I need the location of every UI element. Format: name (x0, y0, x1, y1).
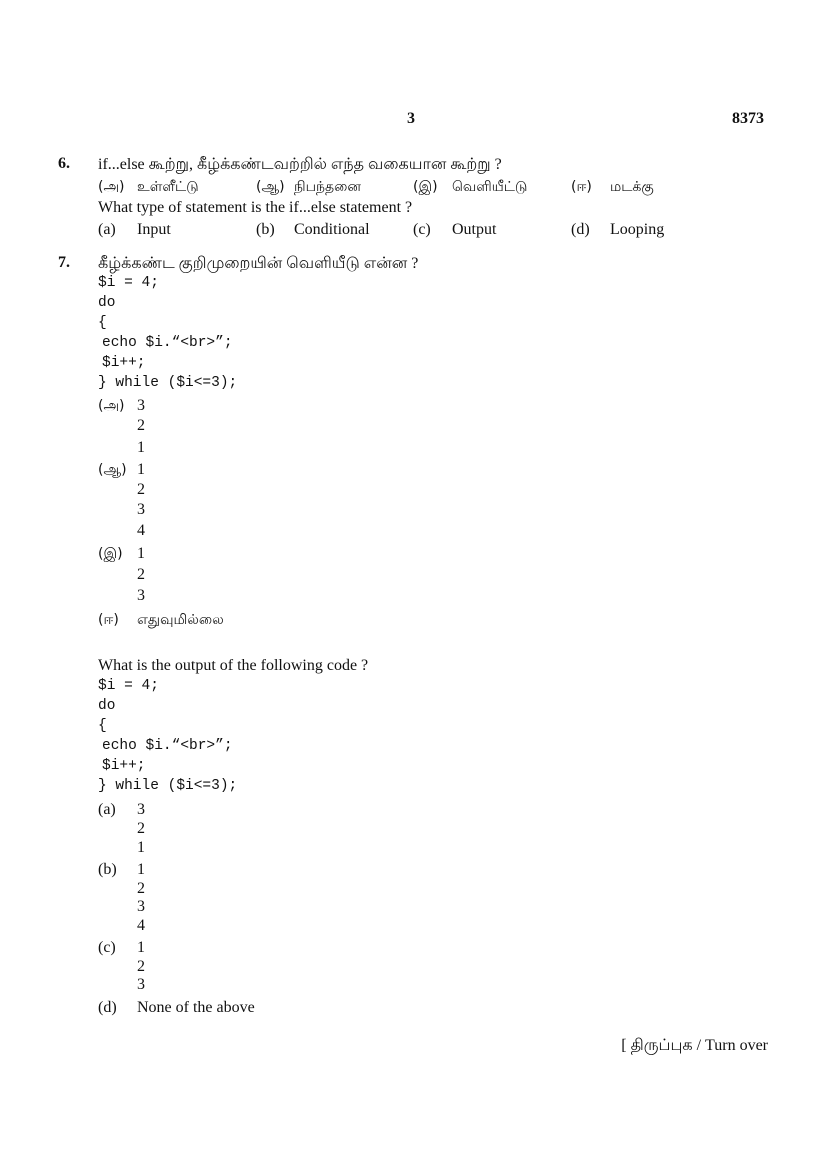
option-line: 3 (137, 501, 145, 518)
option-text: மடக்கு (610, 179, 654, 195)
option-line: 3 (137, 587, 145, 604)
option-label: (ஈ) (571, 179, 592, 195)
page-number: 3 (407, 110, 415, 127)
question-number: 7. (58, 254, 70, 271)
option-text: Conditional (294, 221, 370, 238)
option-label: (அ) (98, 398, 125, 414)
option-line: 3 (137, 397, 145, 414)
code-line: { (98, 718, 107, 734)
code-line: $i++; (102, 758, 146, 774)
turn-over-tamil: [ திருப்புக (621, 1037, 693, 1054)
code-line: echo $i.“<br>”; (102, 335, 233, 351)
option-text: நிபந்தனை (294, 179, 361, 195)
code-line: $i = 4; (98, 678, 159, 694)
option-label: (b) (98, 861, 117, 878)
question-text-english: What is the output of the following code ? (98, 657, 369, 674)
turn-over-separator: / (696, 1037, 702, 1054)
question-text-tamil: கீழ்க்கண்ட குறிமுறையின் வெளியீடு என்ன ? (98, 255, 419, 272)
question-text-english: What type of statement is the if...else statement ? (98, 199, 413, 216)
question-text-tamil: if...else கூற்று, கீழ்க்கண்டவற்றில் எந்த வகையான கூற்று ? (98, 156, 502, 173)
option-label: (ஆ) (256, 179, 285, 195)
option-label: (இ) (98, 546, 123, 562)
option-line: 4 (137, 917, 145, 934)
option-text: Input (137, 221, 171, 238)
option-label: (d) (571, 221, 590, 238)
option-line: 2 (137, 566, 145, 583)
code-line: { (98, 315, 107, 331)
option-line: 1 (137, 545, 145, 562)
option-line: 4 (137, 522, 145, 539)
code-line: do (98, 698, 116, 714)
option-text: உள்ளீட்டு (137, 179, 199, 195)
option-line: 2 (137, 880, 145, 897)
option-line: 1 (137, 461, 145, 478)
turn-over-english: Turn over (705, 1037, 768, 1054)
option-line: 2 (137, 417, 145, 434)
option-line: 1 (137, 439, 145, 456)
option-label: (a) (98, 801, 116, 818)
code-line: } while ($i<=3); (98, 375, 238, 391)
option-line: 1 (137, 939, 145, 956)
paper-code: 8373 (732, 110, 764, 127)
option-text: வெளியீட்டு (452, 179, 528, 195)
option-text: Output (452, 221, 497, 238)
option-label: (ஈ) (98, 612, 119, 628)
code-line: do (98, 295, 116, 311)
option-line: 2 (137, 481, 145, 498)
option-line: 3 (137, 801, 145, 818)
option-line: 3 (137, 898, 145, 915)
option-line: None of the above (137, 999, 255, 1016)
code-line: echo $i.“<br>”; (102, 738, 233, 754)
option-label: (c) (413, 221, 431, 238)
option-text: Looping (610, 221, 665, 238)
option-label: (ஆ) (98, 462, 127, 478)
option-label: (இ) (413, 179, 438, 195)
question-number: 6. (58, 155, 70, 172)
option-line: 3 (137, 976, 145, 993)
option-label: (அ) (98, 179, 125, 195)
code-line: $i = 4; (98, 275, 159, 291)
code-line: } while ($i<=3); (98, 778, 238, 794)
option-label: (a) (98, 221, 116, 238)
option-label: (d) (98, 999, 117, 1016)
option-line: 1 (137, 839, 145, 856)
option-line: 2 (137, 820, 145, 837)
option-line: 1 (137, 861, 145, 878)
option-line: 2 (137, 958, 145, 975)
turn-over-note (621, 1036, 768, 1056)
option-label: (c) (98, 939, 116, 956)
option-label: (b) (256, 221, 275, 238)
code-line: $i++; (102, 355, 146, 371)
option-line: எதுவுமில்லை (137, 612, 224, 628)
